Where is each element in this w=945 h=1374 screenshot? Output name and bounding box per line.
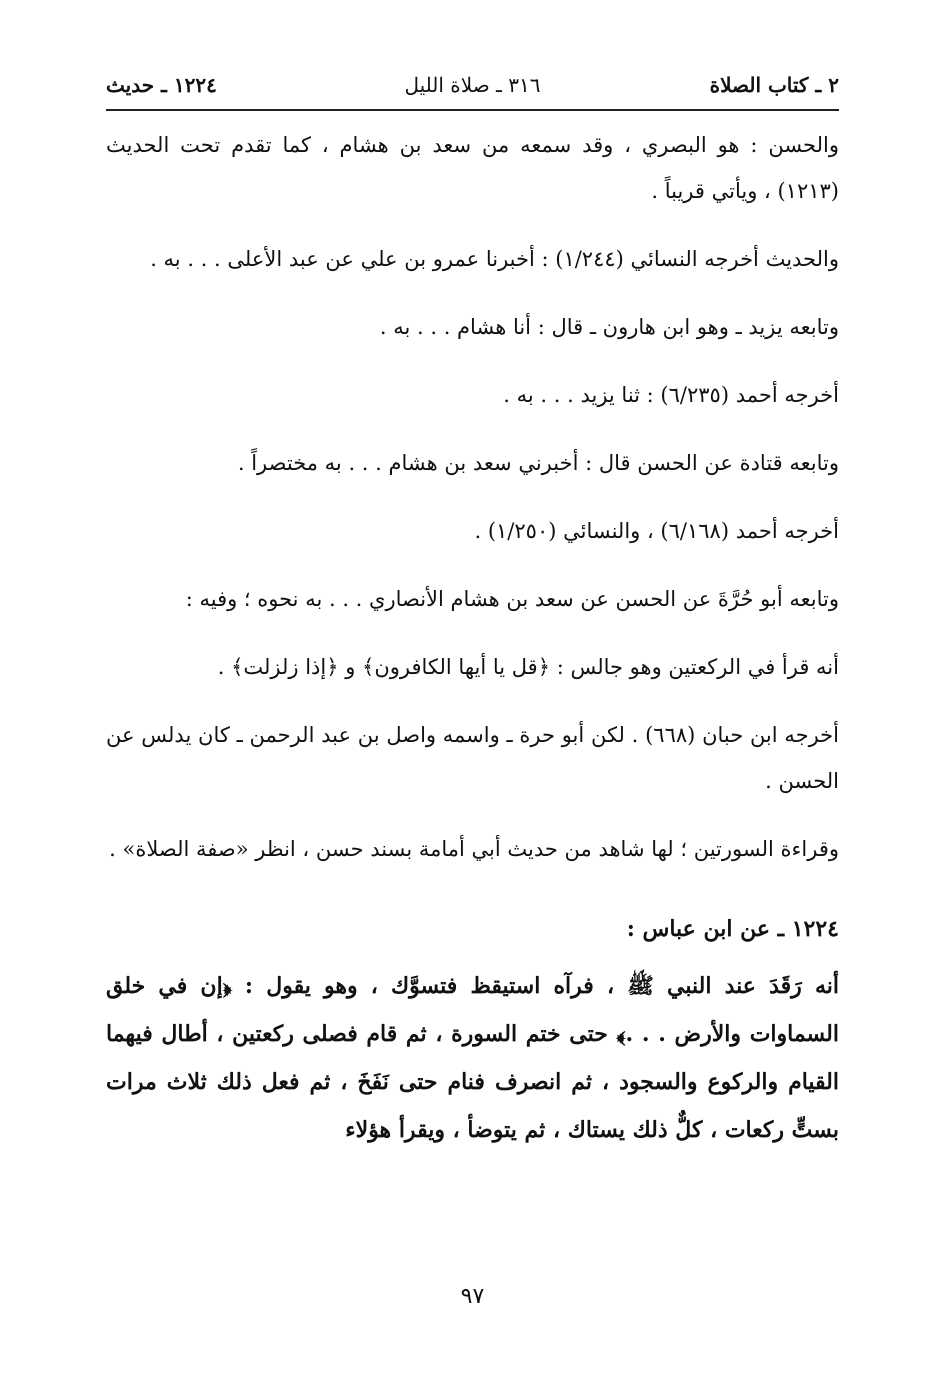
paragraph: أخرجه أحمد (٦/١٦٨) ، والنسائي (١/٢٥٠) . <box>474 519 839 543</box>
header-hadith-number: ١٢٢٤ ـ حديث <box>106 73 217 97</box>
paragraph: وقراءة السورتين ؛ لها شاهد من حديث أبي أمامة بسند حسن ، انظر «صفة الصلاة» . <box>109 837 839 861</box>
page-body <box>106 122 839 1154</box>
paragraph: أخرجه أحمد (٦/٢٣٥) : ثنا يزيد . . . به . <box>503 383 839 407</box>
paragraph: وتابعه يزيد ـ وهو ابن هارون ـ قال : أنا هشام . . . به . <box>379 315 839 339</box>
header-rule <box>106 109 839 111</box>
paragraph: أخرجه ابن حبان (٦٦٨) . لكن أبو حرة ـ واسمه واصل بن عبد الرحمن ـ كان يدلس عن الحسن . <box>106 723 839 793</box>
hadith-heading: ١٢٢٤ ـ عن ابن عباس : <box>626 916 839 942</box>
header-chapter: ٢ ـ كتاب الصلاة <box>709 73 839 97</box>
paragraph: وتابعه أبو حُرَّةَ عن الحسن عن سعد بن هشام الأنصاري . . . به نحوه ؛ وفيه : <box>185 587 839 611</box>
running-header <box>106 70 839 100</box>
paragraph: أنه قرأ في الركعتين وهو جالس : ﴿قل يا أيها الكافرون﴾ و ﴿إذا زلزلت﴾ . <box>217 655 839 679</box>
hadith-text: أنه رَقَدَ عند النبي ﷺ ، فرآه استيقظ فتسوَّك ، وهو يقول : ﴿إن في خلق السماوات والأرض . . .﴾ حتى ختم السورة ، ثم قام فصلى ركعتين ، أطال فيهما القيام والركوع والسجود ، ثم انصرف فنام حتى نَفَخَ ، ثم فعل ذلك ثلاث مرات بستٍّ ركعات ، كلٌّ ذلك يستاك ، ثم يتوضأ ، ويقرأ هؤلاء <box>106 973 839 1143</box>
paragraph: والحديث أخرجه النسائي (١/٢٤٤) : أخبرنا عمرو بن علي عن عبد الأعلى . . . به . <box>150 247 839 271</box>
paragraph: وتابعه قتادة عن الحسن قال : أخبرني سعد بن هشام . . . به مختصراً . <box>237 451 839 475</box>
header-section: ٣١٦ ـ صلاة الليل <box>404 73 541 97</box>
page-number: ٩٧ <box>460 1284 485 1309</box>
paragraph: والحسن : هو البصري ، وقد سمعه من سعد بن هشام ، كما تقدم تحت الحديث (١٢١٣) ، ويأتي قريباً . <box>106 133 839 203</box>
